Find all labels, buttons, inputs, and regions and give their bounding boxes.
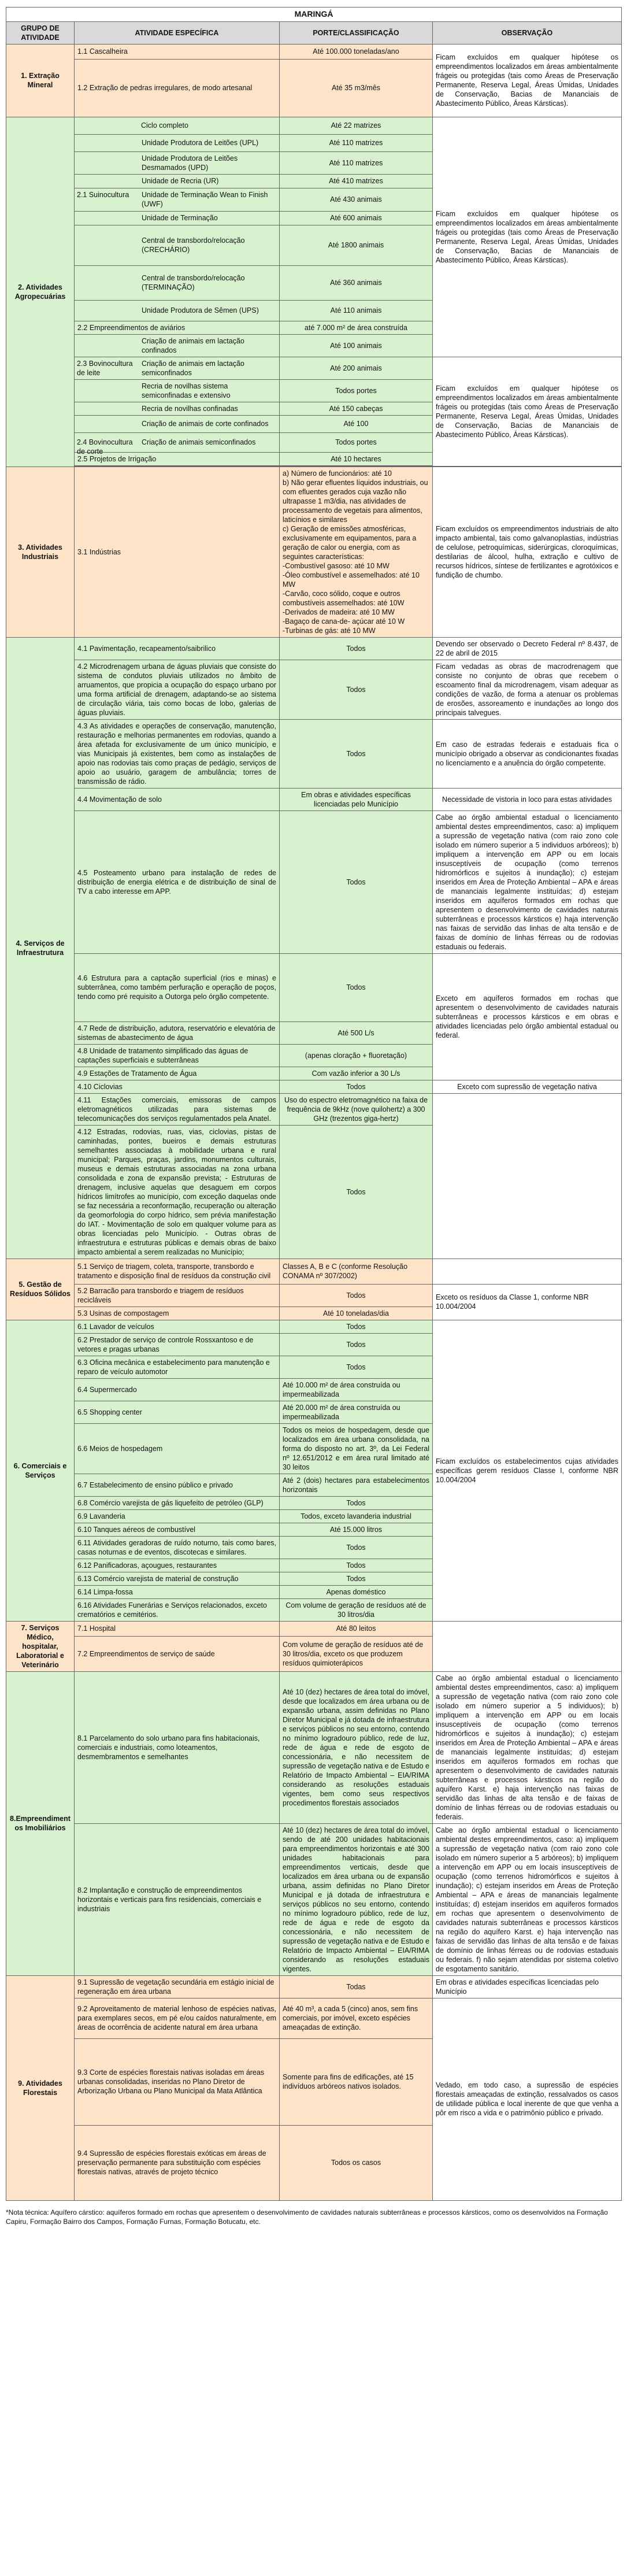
porte-cell: Até 15.000 litros: [280, 1523, 433, 1536]
activity-cell: 1.1 Cascalheira: [75, 44, 280, 59]
activity-cell: 4.10 Ciclovias: [75, 1080, 280, 1093]
observation-cell: Cabe ao órgão ambiental estadual o licenciamento ambiental destes empreendimentos, caso: a) impliquem a supressão de vegetação nativa (com raio zono cole isolado em número superior a 5 arbóreos); b) impliquem a intervenção em APP ou em locais insusceptíveis de ocupação (como terrenos hidromórficos e sujeitos à inundação); c) estejam inseridos em Áreas de Proteção Ambiental – APA e áreas de mananciais legalmente instituídas; d) estejam inseridos em aquíferos formados em rochas que apresentem o desenvolvimento de cavidades naturais subterrâneas e processos kársticos na região do aquífero Karst. e) haja intervenção nas faixas de servidão das linhas de alta tensão e de faixas de domínio de linhas férreas ou de rodovias estaduais ou federais. f) não sejam atendidas por sistema coletivo de esgotamento sanitário.: [433, 1823, 622, 1975]
porte-line: -Bagaço de cana-de- açúcar até 10 W: [283, 617, 405, 626]
group-label: 4. Serviços de Infraestrutura: [6, 637, 75, 1259]
porte-cell: Todos: [280, 1284, 433, 1306]
activity-cell: 5.3 Usinas de compostagem: [75, 1306, 280, 1320]
porte-cell: Todos portes: [280, 432, 433, 452]
suinocultura-label: 2.1 Suinocultura: [77, 191, 129, 199]
porte-line: c) Geração de emissões atmosféricas, exclusivamente em equipamentos, para a geração de calor ou energia, com as seguintes características:: [283, 524, 417, 561]
porte-cell: Até 200 animais: [280, 357, 433, 379]
sub-activity-cell: Criação de animais em lactação confinados: [75, 334, 280, 357]
activity-cell: 4.5 Posteamento urbano para instalação de redes de distribuição de energia elétrica e de distribuição de sinal de TV a cabo interesse em APP.: [75, 810, 280, 953]
sub-activity-cell: Recria de novilhas sistema semiconfinadas e extensivo: [75, 379, 280, 402]
group-label: 5. Gestão de Resíduos Sólidos: [6, 1259, 75, 1320]
activity-cell: 9.1 Supressão de vegetação secundária em estágio inicial de regeneração em área urbana: [75, 1975, 280, 1998]
header-porte: PORTE/CLASSIFICAÇÃO: [280, 21, 433, 44]
porte-cell: Até 2 (dois) hectares para estabelecimentos horizontais: [280, 1474, 433, 1496]
porte-cell: Até 35 m3/mês: [280, 59, 433, 117]
porte-cell: Apenas doméstico: [280, 1585, 433, 1598]
group-label: 9. Atividades Florestais: [6, 1975, 75, 2200]
porte-cell: Até 10 (dez) hectares de área total do imóvel, sendo de até 200 unidades habitacionais para empreendimentos horizontais e até 300 unidades habitacionais para empreendimentos verticais, desde que localizados em área urbana ou de expansão urbana, assim definidas no Plano Diretor Municipal e já dotada de infraestrutura e serviços públicos no seu entorno, contendo no mínimo logradouro público, rede de luz, rede de água e rede de esgoto da concessionária, e não necessitem de supressão de vegetação nativa e de Estudo e Relatório de Impacto Ambiental – EIA/RIMA considerando as resoluções estaduais vigentes.: [280, 1823, 433, 1975]
activity-cell: 6.6 Meios de hospedagem: [75, 1423, 280, 1474]
porte-cell: Até 80 leitos: [280, 1621, 433, 1636]
activity-cell: 4.1 Pavimentação, recapeamento/saibrilico: [75, 637, 280, 660]
porte-cell: Classes A, B e C (conforme Resolução CONAMA nº 307/2002): [280, 1259, 433, 1284]
sub-activity-cell: Unidade Produtora de Leitões (UPL): [75, 134, 280, 151]
porte-cell: Até 1800 animais: [280, 225, 433, 265]
porte-cell: Todos: [280, 1496, 433, 1509]
porte-cell: Até 10 hectares: [280, 452, 433, 465]
porte-cell: Até 360 animais: [280, 265, 433, 300]
activity-cell: 4.6 Estrutura para a captação superficial (rios e minas) e subterrânea, como também perfuração e operação de poços, tendo como pré requisito a Outorga pelo órgão competente.: [75, 953, 280, 1021]
activity-cell: 6.11 Atividades geradoras de ruído noturno, tais como bares, casas noturnas e de eventos, discotecas e similares.: [75, 1536, 280, 1559]
activity-cell: 9.3 Corte de espécies florestais nativas isoladas em áreas urbanas consolidadas, inseridas no Plano Diretor de Arborização Urbana ou Plano Municipal da Mata Atlântica: [75, 2038, 280, 2125]
activity-cell: 5.1 Serviço de triagem, coleta, transporte, transbordo e tratamento e disposição final de resíduos da construção civil: [75, 1259, 280, 1284]
table-title: MARINGÁ: [6, 8, 622, 22]
activity-cell: 1.2 Extração de pedras irregulares, de modo artesanal: [75, 59, 280, 117]
observation-cell: Ficam excluídos em qualquer hipótese os empreendimentos localizados em áreas ambientalmente frágeis ou protegidas (tais como Áreas de Preservação Permanente, Reserva Legal, Áreas Úmidas, Unidades de Conservação, Bacias de Mananciais de Abastecimento Público, Áreas Kársticas).: [433, 117, 622, 357]
porte-cell: Todos, exceto lavanderia industrial: [280, 1509, 433, 1523]
porte-cell: Até 20.000 m² de área construída ou impermeabilizada: [280, 1401, 433, 1423]
activity-cell: 6.7 Estabelecimento de ensino público e privado: [75, 1474, 280, 1496]
observation-cell: Ficam excluídos em qualquer hipótese os empreendimentos localizados em áreas ambientalmente frágeis ou protegidas (tais como Áreas de Preservação Permanente, Reserva Legal, Áreas Úmidas, Unidades de Conservação, Bacias de Mananciais de Abastecimento Público, Áreas Kársticas).: [433, 357, 622, 466]
sub-activity-cell: Unidade Produtora de Leitões Desmamados (UPD): [75, 151, 280, 174]
porte-line: b) Não gerar efluentes líquidos industriais, ou com efluentes gerados cuja vazão não ultrapasse 1 m3/dia, nas atividades de processamento de vegetais para alimentos, laticínios e similares: [283, 478, 428, 524]
observation-cell: [433, 1259, 622, 1284]
porte-line: -Turbinas de gás: até 10 MW: [283, 626, 376, 635]
porte-cell: Em obras e atividades específicas licenciadas pelo Município: [280, 788, 433, 810]
activity-cell: 5.2 Barracão para transbordo e triagem de resíduos recicláveis: [75, 1284, 280, 1306]
sub-activity-cell: Unidade Produtora de Sêmen (UPS): [75, 300, 280, 321]
activity-cell: 7.1 Hospital: [75, 1621, 280, 1636]
group-label: 1. Extração Mineral: [6, 44, 75, 117]
observation-cell: Em obras e atividades específicas licenciadas pelo Município: [433, 1975, 622, 1998]
observation-cell: [433, 1093, 622, 1259]
activity-cell: 4.9 Estações de Tratamento de Água: [75, 1067, 280, 1080]
porte-cell: Até 10 (dez) hectares de área total do imóvel, desde que localizados em área urbana ou de expansão urbana, assim definidas no Plano Diretor Municipal e já dotada de infraestrutura e serviços públicos no seu entorno, contendo no mínimo logradouro público, rede de luz, rede de água e rede de esgoto de concessionária, e não necessitem de supressão de vegetação nativa e de Estudo e Relatório de Impacto Ambiental – EIA/RIMA considerando as resoluções estaduais vigentes, bem como seus respectivos procedimentos florestais associados: [280, 1671, 433, 1823]
activity-cell: 6.9 Lavanderia: [75, 1509, 280, 1523]
activity-cell: 6.14 Limpa-fossa: [75, 1585, 280, 1598]
porte-cell: Todos: [280, 1080, 433, 1093]
sub-activity-cell: [75, 188, 280, 211]
porte-cell: Todos os casos: [280, 2125, 433, 2200]
sub-activity-cell: Recria de novilhas confinadas: [75, 402, 280, 415]
sub-table: [77, 121, 276, 130]
porte-cell: Até 500 L/s: [280, 1021, 433, 1044]
porte-line: -Óleo combustível e assemelhados: até 10 MW: [283, 571, 420, 589]
porte-cell: até 7.000 m² de área construída: [280, 321, 433, 334]
porte-cell: Até 10 toneladas/dia: [280, 1306, 433, 1320]
sub-activity-cell: Unidade de Terminação: [75, 211, 280, 225]
porte-cell: Todos: [280, 1572, 433, 1585]
header-grupo: GRUPO DE ATIVIDADE: [6, 21, 75, 44]
porte-cell: Até 40 m³, a cada 5 (cinco) anos, sem fins comerciais, por imóvel, exceto espécies ameaçadas de extinção.: [280, 1998, 433, 2038]
activity-cell: 8.2 Implantação e construção de empreendimentos horizontais e verticais para fins residenciais, comerciais e industriais: [75, 1823, 280, 1975]
observation-cell: Exceto os resíduos da Classe 1, conforme NBR 10.004/2004: [433, 1284, 622, 1320]
activities-table: [6, 7, 622, 2201]
observation-cell: Ficam excluídos os empreendimentos industriais de alto impacto ambiental, tais como galvanoplastias, indústrias de celulose, petroquímicas, siderúrgicas, cloroquímicas, destilarias de álcool, hulha, extração e cultivo de recursos hídricos, síntese de fertilizantes e agrotóxicos e fundição de chumbo.: [433, 467, 622, 637]
header-observacao: OBSERVAÇÃO: [433, 21, 622, 44]
activity-cell: 6.10 Tanques aéreos de combustível: [75, 1523, 280, 1536]
porte-cell: Uso do espectro eletromagnético na faixa de frequência de 9kHz (nove quilohertz) a 300 GHz (trezentos giga-hertz): [280, 1093, 433, 1125]
porte-cell: Até 10.000 m² de área construída ou impermeabilizada: [280, 1378, 433, 1401]
observation-cell: Cabe ao órgão ambiental estadual o licenciamento ambiental destes empreendimentos, caso: a) impliquem a supressão de vegetação nativa (com raio zono cole isolado em número superior a 5 individuos arbóreos); b) impliquem a intervenção em APP ou em locais insusceptíveis de ocupação (como terrenos hidromórficos e sujeitos à inundação); c) estejam inseridos em Área de Proteção Ambiental – APA e áreas de mananciais legalmente instituídas; d) estejam inseridos em aquíferos formados em rochas que apresentem o desenvolvimento de cavidades naturais subterrâneas e processos kársticos e) haja intervenção nas faixas de servidão das linhas de alta tensão e de faixas de domínio de linhas férreas ou de rodovias estaduais ou federais.: [433, 810, 622, 953]
bovinocultura-corte-label: 2.4 Bovinocultura de corte: [77, 438, 133, 456]
porte-cell: Com volume de geração de resíduos até de 30 litros/dia, exceto os que produzem resíduos quimioterápicos: [280, 1636, 433, 1671]
activity-cell: 4.8 Unidade de tratamento simplificado das águas de captações superficiais e subterrâneas: [75, 1044, 280, 1067]
sub-activity-cell: Central de transbordo/relocação (CRECHÁRIO): [75, 225, 280, 265]
activity-cell: 6.4 Supermercado: [75, 1378, 280, 1401]
porte-cell: Até 430 animais: [280, 188, 433, 211]
sub-activity-label: Unidade de Terminação Wean to Finish (UWF): [142, 191, 268, 209]
activity-cell: 9.4 Supressão de espécies florestais exóticas em áreas de preservação permanente para substituição com espécies florestais nativas, através de projeto técnico: [75, 2125, 280, 2200]
activity-cell: 4.7 Rede de distribuição, adutora, reservatório e elevatória de sistemas de abastecimento de água: [75, 1021, 280, 1044]
group-label: 7. Serviços Médico, hospitalar, Laboratorial e Veterinário: [6, 1621, 75, 1671]
porte-cell: (apenas cloração + fluoretação): [280, 1044, 433, 1067]
porte-cell: Todos: [280, 1333, 433, 1356]
porte-cell: Até 100.000 toneladas/ano: [280, 44, 433, 59]
activity-cell: 7.2 Empreendimentos de serviço de saúde: [75, 1636, 280, 1671]
porte-cell: Com vazão inferior a 30 L/s: [280, 1067, 433, 1080]
group-label: 3. Atividades Industriais: [6, 467, 75, 637]
activity-cell: 4.3 As atividades e operações de conservação, manutenção, restauração e melhorias permanentes em rodovias, quando a área afetada for exclusivamente de um único município, e vias Municipais já existentes, bem como as instalações de apoio nas rodovias tais como praças de pedágio, serviços de apoio ao usuário, garagem de ambulância; torres de transmissão de rádio.: [75, 719, 280, 788]
porte-line: -Combustível gasoso: até 10 MW: [283, 561, 389, 570]
porte-cell: Todos: [280, 660, 433, 719]
activity-cell: 4.11 Estações comerciais, emissoras de campos eletromagnéticos utilizadas para sistemas de telecomunicações dos serviços regulamentados pela Anatel.: [75, 1093, 280, 1125]
porte-cell: Com volume de geração de resíduos até de 30 litros/dia: [280, 1598, 433, 1621]
activity-cell: 3.1 Indústrias: [75, 467, 280, 637]
observation-cell: Ficam excluídos em qualquer hipótese os empreendimentos localizados em áreas ambientalmente frágeis ou protegidas (tais como Áreas de Preservação Permanente, Reserva Legal, Áreas Úmidas, Unidades de Conservação, Bacias de Mananciais de Abastecimento Público, Áreas Kársticas).: [433, 44, 622, 117]
sub-activity-cell: [75, 357, 280, 379]
porte-cell: Até 100: [280, 415, 433, 432]
observation-cell: Exceto em aquíferos formados em rochas que apresentem o desenvolvimento de cavidades naturais subterrâneas e processos kársticos e em obras e atividades licenciadas pelo órgão ambiental estadual ou federal.: [433, 953, 622, 1080]
activity-cell: 6.3 Oficina mecânica e estabelecimento para manutenção e reparo de veículo automotor: [75, 1356, 280, 1378]
sub-activity-cell: Central de transbordo/relocação (TERMINAÇÃO): [75, 265, 280, 300]
porte-cell: Até 100 animais: [280, 334, 433, 357]
group-label: 2. Atividades Agropecuárias: [6, 117, 75, 467]
porte-cell: Todos: [280, 1536, 433, 1559]
sub-activity-label: Criação de animais semiconfinados: [142, 438, 256, 447]
activity-cell: [77, 121, 141, 130]
activity-cell: [75, 117, 280, 134]
activity-cell: 6.13 Comércio varejista de material de construção: [75, 1572, 280, 1585]
porte-cell: Todas: [280, 1975, 433, 1998]
activity-cell: 6.5 Shopping center: [75, 1401, 280, 1423]
activity-cell: 6.1 Lavador de veículos: [75, 1320, 280, 1333]
porte-cell: [280, 467, 433, 637]
porte-cell: Até 110 animais: [280, 300, 433, 321]
sub-activity-label: Criação de animais em lactação semiconfinados: [142, 359, 244, 377]
footnote: *Nota técnica: Aquífero cárstico: aquíferos formado em rochas que apresentem o desenvolvimento de cavidades naturais subterrâneas e processos kársticos, como os desenvolvidos na Formação Capiru, Formação Bairro dos Campos, Formação Furnas, Formação Botucatu, etc.: [6, 2208, 608, 2226]
porte-cell: Todos: [280, 1125, 433, 1259]
observation-cell: Necessidade de vistoria in loco para estas atividades: [433, 788, 622, 810]
porte-line: a) Número de funcionários: até 10: [283, 469, 392, 478]
porte-line: -Carvão, coco sólido, coque e outros combustíveis assemelhados: até 10W: [283, 589, 405, 607]
porte-cell: Até 110 matrizes: [280, 134, 433, 151]
porte-cell: Todos portes: [280, 379, 433, 402]
activity-cell: 4.2 Microdrenagem urbana de águas pluviais que consiste do sistema de condutos pluviais utilizados no âmbito de arruamentos, que propicia a ocupação do espaço urbano por uma forma artificial de drenagem, adaptando-se ao sistema de circulação viária, tais como bocas de lobo, galerias de águas pluviais.: [75, 660, 280, 719]
porte-cell: Até 410 matrizes: [280, 174, 433, 188]
porte-cell: Todos: [280, 1356, 433, 1378]
porte-line: -Derivados de madeira: até 10 MW: [283, 608, 395, 616]
porte-cell: Todos: [280, 719, 433, 788]
activity-cell: 6.16 Atividades Funerárias e Serviços relacionados, exceto crematórios e cemitérios.: [75, 1598, 280, 1621]
group-label: 8.Empreendimentos Imobiliários: [6, 1671, 75, 1975]
activity-cell: 2.5 Projetos de Irrigação: [75, 452, 280, 465]
porte-cell: Todos: [280, 1320, 433, 1333]
porte-cell: Todos: [280, 810, 433, 953]
group-label: 6. Comerciais e Serviços: [6, 1320, 75, 1621]
sub-activity-cell: Criação de animais de corte confinados: [75, 415, 280, 432]
activity-cell: 4.4 Movimentação de solo: [75, 788, 280, 810]
observation-cell: Ficam vedadas as obras de macrodrenagem que consiste no conjunto de obras que recebem o escoamento final da microdrenagem, visam adequar as condições de vazão, de forma a atenuar os problemas de erosões, assoreamento e inundações ao longo dos principais talvegues.: [433, 660, 622, 719]
porte-cell: Até 110 matrizes: [280, 151, 433, 174]
porte-cell: Todos os meios de hospedagem, desde que localizados em área urbana consolidada, na forma do disposto no art. 3º, da Lei Federal nº 12.651/2012 e em área rural limitado até 30 leitos: [280, 1423, 433, 1474]
porte-cell: Até 22 matrizes: [280, 117, 433, 134]
activity-cell: 4.12 Estradas, rodovias, ruas, vias, ciclovias, pistas de caminhadas, pontes, bueiros e demais estruturas semelhantes associadas à mobilidade urbana e rural municipal; Parques, praças, jardins, monumentos culturais, museus e demais estruturas associadas na zona urbana consolidada e zona de expansão prevista; - Estruturas de drenagem, inclusive aquelas que desaguem em corpos hídricos limítrofes ao município, com exceção daquelas onde se faz necessária a reconformação, recuperação ou alteração da geomorfologia do corpo hídrico, sem prévia manifestação do IAT. - Movimentação de solo em qualquer volume para as obras licenciadas pelo Município. - Outras obras de infraestrutura e estruturas públicas e demais obras de baixo impacto ambiental a serem realizadas no Município;: [75, 1125, 280, 1259]
observation-cell: Devendo ser observado o Decreto Federal nº 8.437, de 22 de abril de 2015: [433, 637, 622, 660]
porte-cell: Até 150 cabeças: [280, 402, 433, 415]
porte-cell: Até 600 animais: [280, 211, 433, 225]
activity-cell: 9.2 Aproveitamento de material lenhoso de espécies nativas, para exemplares secos, em pé e/ou caídos naturalmente, em áreas de ocorrência de acidente natural em área urbana: [75, 1998, 280, 2038]
porte-cell: Todos: [280, 637, 433, 660]
header-atividade: ATIVIDADE ESPECÍFICA: [75, 21, 280, 44]
sub-activity-cell: Ciclo completo: [141, 121, 276, 130]
observation-cell: Exceto com supressão de vegetação nativa: [433, 1080, 622, 1093]
observation-cell: Em caso de estradas federais e estaduais fica o município obrigado a observar as condicionantes fixadas no licenciamento e a anuência do órgão competente.: [433, 719, 622, 788]
activity-cell: 6.2 Prestador de serviço de controle Rossxantoso e de vetores e pragas urbanas: [75, 1333, 280, 1356]
sub-activity-cell: Unidade de Recria (UR): [75, 174, 280, 188]
observation-cell: Cabe ao órgão ambiental estadual o licenciamento ambiental destes empreendimentos, caso: a) impliquem a supressão de vegetação nativa (com raio zono cole isolado em número superior a 5 individuos); b) impliquem a intervenção em APP ou em locais insusceptíveis de ocupação (como terrenos hidromórficos e sujeitos à inundação); c) estejam inseridos em Área de Proteção Ambiental – APA e áreas de mananciais legalmente instituídas; d) estejam inseridos em aquíferos formados em rochas que apresentem o desenvolvimento de cavidades naturais subterrâneas e processos kársticos na região do aquífero Karst. e) haja intervenção nas faixas de servidão das linhas de alta tensão e de faixas de domínio de linhas férreas ou de rodovias estaduais ou federais.: [433, 1671, 622, 1823]
porte-cell: Todos: [280, 953, 433, 1021]
activity-cell: 6.8 Comércio varejista de gás liquefeito de petróleo (GLP): [75, 1496, 280, 1509]
porte-cell: Somente para fins de edificações, até 15 indivíduos arbóreos nativos isolados.: [280, 2038, 433, 2125]
observation-cell: [433, 1621, 622, 1671]
porte-cell: Todos: [280, 1559, 433, 1572]
observation-cell: Vedado, em todo caso, a supressão de espécies florestais ameaçadas de extinção, ressalvados os casos de utilidade pública e local inerente de que que venha a pôr em risco a vida e o patrimônio público e privado.: [433, 1998, 622, 2200]
activity-cell: 8.1 Parcelamento do solo urbano para fins habitacionais, comerciais e industriais, como loteamentos, desmembramentos e semelhantes: [75, 1671, 280, 1823]
bovinocultura-leite-label: 2.3 Bovinocultura de leite: [77, 359, 133, 377]
observation-cell: Ficam excluídos os estabelecimentos cujas atividades específicas gerem resíduos Classe I, conforme NBR 10.004/2004: [433, 1320, 622, 1621]
sub-activity-cell: [75, 432, 280, 456]
activity-cell: 6.12 Panificadoras, açougues, restaurantes: [75, 1559, 280, 1572]
activity-cell: 2.2 Empreendimentos de aviários: [75, 321, 280, 334]
